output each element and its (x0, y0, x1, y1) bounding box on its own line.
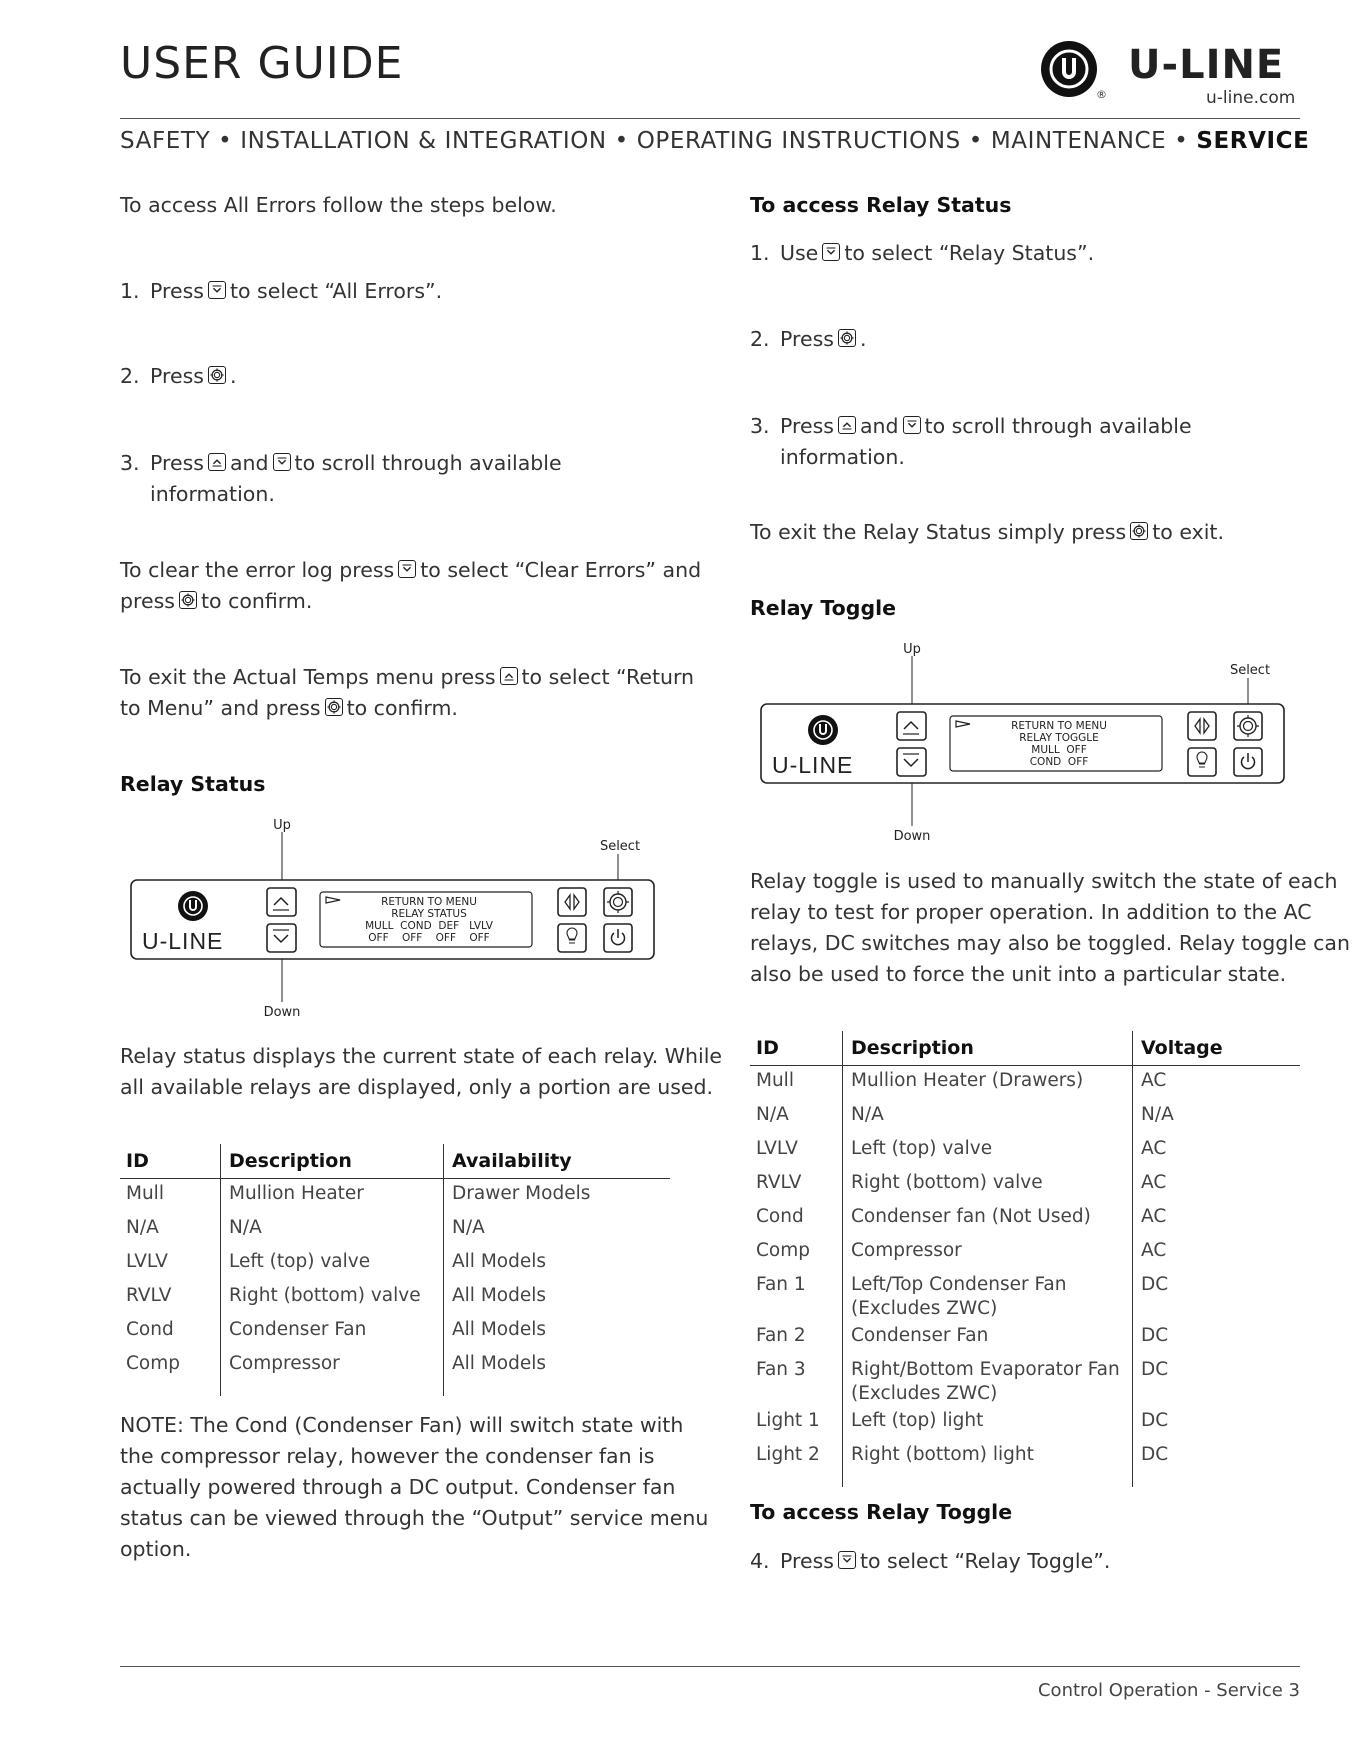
down-button-icon (903, 416, 921, 434)
table-cell: All Models (444, 1281, 671, 1315)
table-spacer-row (120, 1383, 670, 1396)
up-button-icon (500, 667, 518, 685)
relay-status-step-1: 1. Use to select “Relay Status”. (750, 241, 1095, 265)
panel-line-4: OFF OFF OFF OFF (368, 932, 490, 944)
table-cell: Fan 3 (756, 1359, 806, 1380)
table-row (750, 1321, 1300, 1355)
table-cell: N/A (843, 1100, 1133, 1134)
panel-line-1: RETURN TO MENU (1011, 720, 1107, 732)
down-button-icon (398, 560, 416, 578)
table-row (750, 1236, 1300, 1270)
relay-status-table (120, 1144, 670, 1396)
table-cell: Left (top) valve (221, 1247, 444, 1281)
panel-down-label: Down (263, 1005, 301, 1020)
table-cell: Light 2 (756, 1444, 820, 1465)
table-cell: Right (bottom) valve (843, 1168, 1133, 1202)
table-row (120, 1281, 670, 1315)
table-row (120, 1213, 670, 1247)
table-cell: N/A (1133, 1100, 1301, 1134)
relay-status-step-3: 3. Press and to scroll through available information. (750, 414, 1192, 469)
table-cell: AC (1133, 1066, 1301, 1101)
up-button-icon (208, 453, 226, 471)
table-cell: N/A (756, 1104, 789, 1125)
table-cell: Compressor (843, 1236, 1133, 1270)
col-description: Description (843, 1031, 1133, 1066)
panel-line-4: COND OFF (1029, 756, 1089, 768)
page-title: USER GUIDE (120, 38, 404, 89)
panel-select-label: Select (599, 839, 641, 854)
condenser-note: NOTE: The Cond (Condenser Fan) will switch state with the compressor relay, however the condenser fan is actually powered through a DC output. Condenser fan status can be viewed through the “Output” service menu option. (120, 1413, 709, 1561)
panel-up-label: Up (273, 818, 291, 833)
select-button-icon (838, 329, 856, 347)
table-cell: Right/Bottom Evaporator Fan (Excludes ZWC) (843, 1355, 1133, 1406)
table-cell: Condenser Fan (843, 1321, 1133, 1355)
all-errors-step-1: 1. Press to select “All Errors”. (120, 279, 443, 303)
down-button-icon (273, 453, 291, 471)
all-errors-step-3: 3. Press and to scroll through available information. (120, 451, 562, 506)
select-button-icon (325, 698, 343, 716)
table-row (750, 1406, 1300, 1440)
table-cell: Comp (756, 1240, 811, 1261)
table-cell: Fan 2 (756, 1325, 806, 1346)
table-cell: AC (1133, 1168, 1301, 1202)
table-cell: AC (1133, 1236, 1301, 1270)
registered-mark: ® (1096, 88, 1107, 101)
table-cell: DC (1133, 1406, 1301, 1440)
table-cell: DC (1133, 1270, 1301, 1321)
u-line-logo-icon (1040, 40, 1098, 98)
col-voltage: Voltage (1133, 1031, 1301, 1066)
brand-name: U-LINE (1128, 42, 1285, 88)
table-row (750, 1168, 1300, 1202)
table-cell: All Models (444, 1349, 671, 1383)
table-cell: DC (1133, 1355, 1301, 1406)
clear-errors-text: To clear the error log press to select “Clear Errors” and press to confirm. (120, 558, 702, 613)
table-cell: Condenser fan (Not Used) (843, 1202, 1133, 1236)
table-cell: N/A (444, 1213, 671, 1247)
exit-relay-status-text: To exit the Relay Status simply press to exit. (750, 520, 1224, 544)
table-cell: Cond (756, 1206, 804, 1227)
brand-url: u-line.com (1206, 88, 1296, 108)
table-row (750, 1270, 1300, 1321)
all-errors-intro: To access All Errors follow the steps below. (120, 193, 557, 217)
table-cell: RVLV (126, 1285, 172, 1306)
table-cell: Cond (126, 1319, 174, 1340)
table-row (750, 1100, 1300, 1134)
table-cell: Condenser Fan (221, 1315, 444, 1349)
relay-status-heading: Relay Status (120, 772, 266, 796)
table-cell: All Models (444, 1315, 671, 1349)
panel-up-button (267, 888, 296, 916)
header-rule (120, 118, 1300, 119)
section-nav (120, 128, 1309, 154)
panel-line-3: MULL OFF (1031, 744, 1087, 756)
table-cell: Mullion Heater (221, 1179, 444, 1214)
table-row (750, 1440, 1300, 1474)
brand-logo (1040, 36, 1300, 110)
col-id: ID (120, 1144, 221, 1179)
table-row (750, 1066, 1300, 1101)
relay-status-step-2: 2. Press . (750, 327, 867, 351)
panel-line-3: MULL COND DEF LVLV (365, 920, 493, 932)
relay-toggle-description: Relay toggle is used to manually switch the state of each relay to test for proper operation. In addition to the AC relays, DC switches may also be toggled. Relay toggle can also be used to force the unit into a particular state. (750, 869, 1350, 986)
table-cell: DC (1133, 1321, 1301, 1355)
table-cell: AC (1133, 1134, 1301, 1168)
access-relay-status-heading: To access Relay Status (750, 193, 1012, 217)
table-row (120, 1349, 670, 1383)
table-cell: All Models (444, 1247, 671, 1281)
table-cell: Mull (126, 1183, 164, 1204)
table-cell: Compressor (221, 1349, 444, 1383)
table-cell: N/A (126, 1217, 159, 1238)
access-relay-toggle-heading: To access Relay Toggle (750, 1500, 1013, 1524)
table-cell: Left/Top Condenser Fan (Excludes ZWC) (843, 1270, 1133, 1321)
table-row (750, 1202, 1300, 1236)
relay-toggle-step-4: 4. Press to select “Relay Toggle”. (750, 1549, 1111, 1573)
table-row (120, 1247, 670, 1281)
table-cell: Left (top) light (843, 1406, 1133, 1440)
panel-select-label: Select (1229, 663, 1271, 678)
panel-line-2: RELAY TOGGLE (1019, 732, 1099, 744)
panel-down-label: Down (893, 829, 931, 844)
table-cell: Mull (756, 1070, 794, 1091)
down-button-icon (838, 1551, 856, 1569)
select-button-icon (1130, 522, 1148, 540)
relay-toggle-heading: Relay Toggle (750, 596, 897, 620)
table-cell: Drawer Models (444, 1179, 671, 1214)
table-spacer-row (750, 1474, 1300, 1487)
up-button-icon (838, 416, 856, 434)
section-nav-active: SERVICE (1196, 128, 1310, 154)
col-availability: Availability (444, 1144, 671, 1179)
table-cell: Left (top) valve (843, 1134, 1133, 1168)
page-footer: Control Operation - Service 3 (1037, 1680, 1300, 1701)
panel-line-2: RELAY STATUS (391, 908, 467, 920)
table-cell: Light 1 (756, 1410, 820, 1431)
section-nav-items: SAFETY • INSTALLATION & INTEGRATION • OPERATING INSTRUCTIONS • MAINTENANCE • (120, 128, 1197, 154)
relay-toggle-panel-diagram (750, 636, 1290, 848)
panel-line-1: RETURN TO MENU (381, 896, 477, 908)
table-cell: Fan 1 (756, 1274, 806, 1295)
panel-up-label: Up (903, 642, 921, 657)
panel-down-button (267, 924, 296, 952)
relay-status-panel-diagram (120, 812, 660, 1024)
down-button-icon (822, 243, 840, 261)
table-row (120, 1179, 670, 1214)
table-row (750, 1134, 1300, 1168)
table-cell: Right (bottom) valve (221, 1281, 444, 1315)
table-cell: LVLV (126, 1251, 168, 1272)
table-row (120, 1315, 670, 1349)
table-cell: Mullion Heater (Drawers) (843, 1066, 1133, 1101)
exit-actual-temps-text: To exit the Actual Temps menu press to select “Return to Menu” and press to confirm. (120, 665, 695, 720)
panel-brand: U-LINE (142, 928, 224, 954)
col-description: Description (221, 1144, 444, 1179)
footer-rule (120, 1666, 1300, 1667)
panel-brand: U-LINE (772, 752, 854, 778)
table-cell: AC (1133, 1202, 1301, 1236)
table-cell: N/A (221, 1213, 444, 1247)
all-errors-step-2: 2. Press . (120, 364, 237, 388)
relay-status-description: Relay status displays the current state of each relay. While all available relays are displayed, only a portion are used. (120, 1044, 722, 1099)
table-cell: Comp (126, 1353, 181, 1374)
table-row (750, 1355, 1300, 1406)
table-cell: RVLV (756, 1172, 802, 1193)
relay-toggle-table (750, 1031, 1300, 1487)
select-button-icon (179, 591, 197, 609)
table-cell: Right (bottom) light (843, 1440, 1133, 1474)
table-cell: DC (1133, 1440, 1301, 1474)
down-button-icon (208, 281, 226, 299)
table-cell: LVLV (756, 1138, 798, 1159)
col-id: ID (750, 1031, 843, 1066)
select-button-icon (208, 366, 226, 384)
